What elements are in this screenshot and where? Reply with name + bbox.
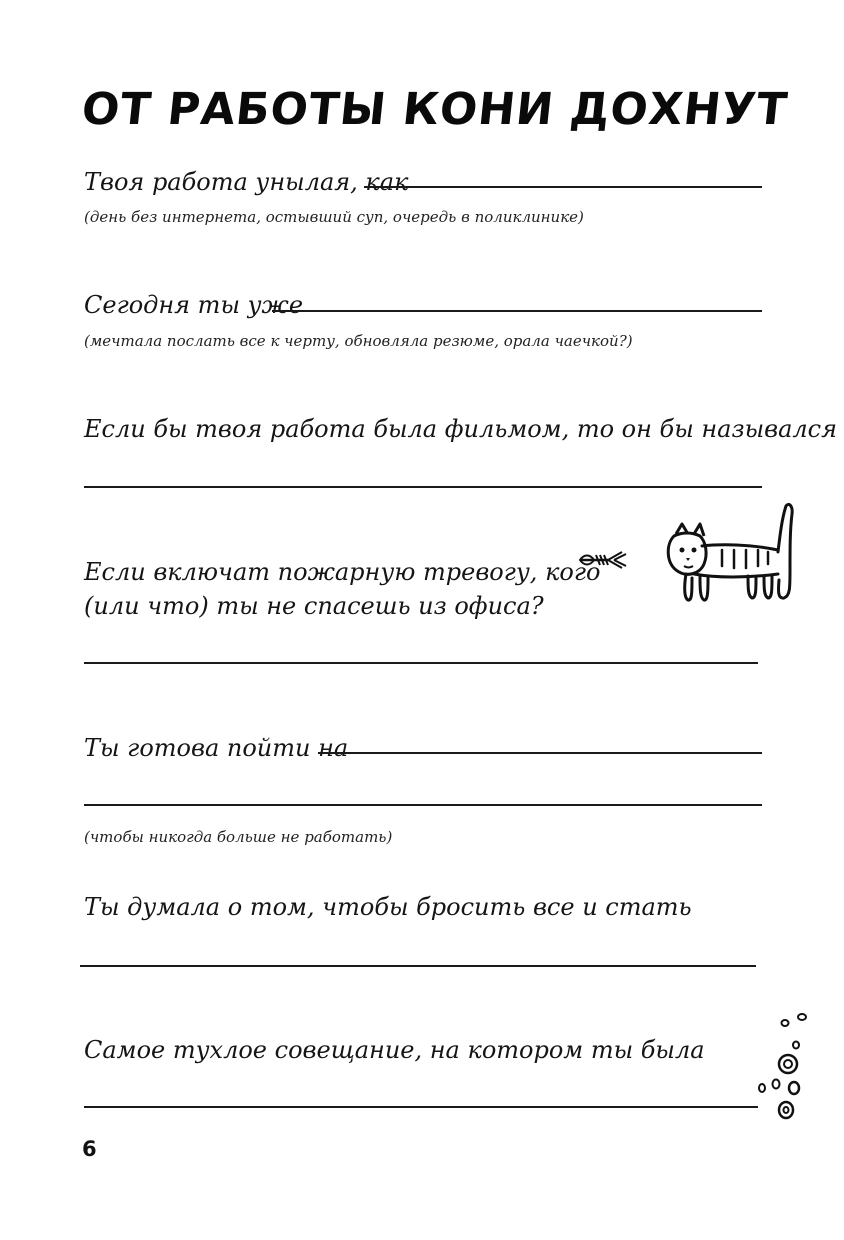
answer-line-3[interactable] <box>84 486 762 488</box>
question-5-text: Ты готова пойти на <box>84 734 349 762</box>
question-3-text: Если бы твоя работа была фильмом, то он бы назывался <box>84 415 838 443</box>
answer-line-2[interactable] <box>272 310 762 312</box>
striped-cat-illustration <box>660 500 796 615</box>
question-1-text: Твоя работа унылая, как <box>84 168 409 196</box>
question-2-hint: (мечтала послать все к черту, обновляла резюме, орала чаечкой?) <box>84 332 633 350</box>
question-4-line-2: (или что) ты не спасешь из офиса? <box>84 592 544 620</box>
question-4-line-1: Если включат пожарную тревогу, кого <box>84 558 601 586</box>
question-6-text: Ты думала о том, чтобы бросить все и стать <box>84 893 692 921</box>
answer-line-5a[interactable] <box>318 752 762 754</box>
page-number: 6 <box>82 1137 97 1161</box>
answer-line-1[interactable] <box>364 186 762 188</box>
question-2-text: Сегодня ты уже <box>84 291 304 319</box>
question-1-hint: (день без интернета, остывший суп, очередь в поликлинике) <box>84 208 584 226</box>
answer-line-7[interactable] <box>84 1106 758 1108</box>
bubbles-icon <box>752 1008 812 1126</box>
answer-line-4[interactable] <box>84 662 758 664</box>
answer-line-6[interactable] <box>80 965 756 967</box>
fish-skeleton-icon <box>578 548 630 572</box>
page-title: ОТ РАБОТЫ КОНИ ДОХНУТ <box>79 84 791 135</box>
question-5-hint: (чтобы никогда больше не работать) <box>84 828 393 846</box>
question-7-text: Самое тухлое совещание, на котором ты была <box>84 1036 705 1064</box>
answer-line-5b[interactable] <box>84 804 762 806</box>
